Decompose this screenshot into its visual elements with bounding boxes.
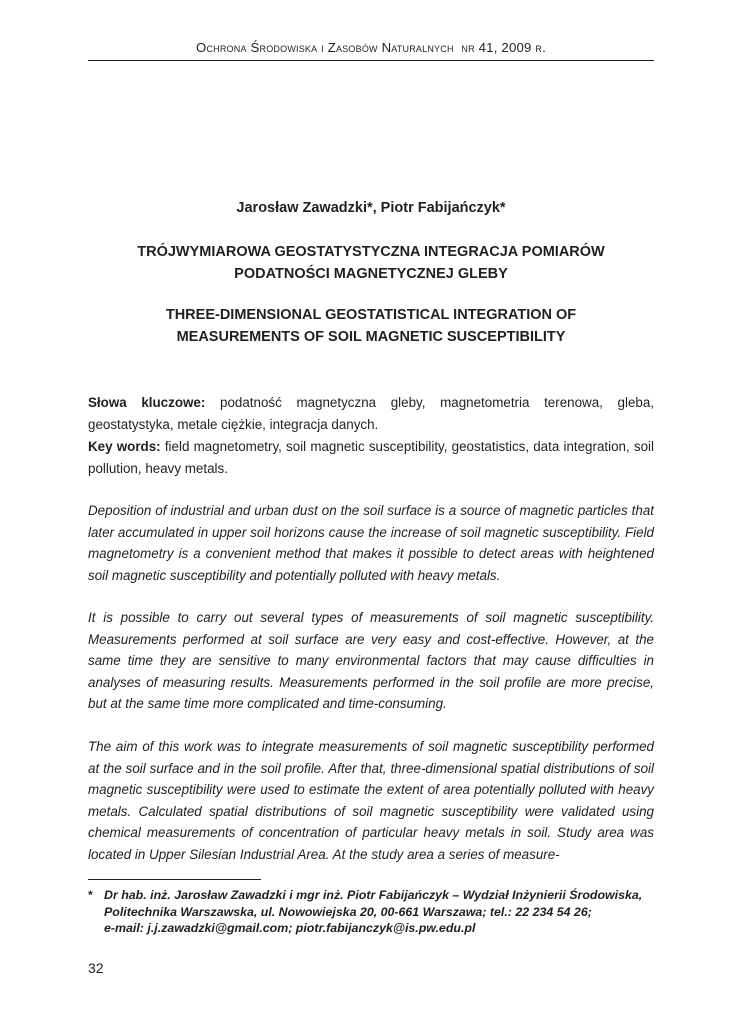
keywords-polish bbox=[88, 392, 654, 436]
running-header bbox=[88, 40, 654, 61]
footnote-line-1: Dr hab. inż. Jarosław Zawadzki i mgr inż. Piotr Fabijańczyk – Wydział Inżynierii Środowiska, bbox=[104, 888, 643, 902]
footnote-line-2: Politechnika Warszawska, ul. Nowowiejska 20, 00-661 Warszawa; tel.: 22 234 54 26; bbox=[104, 904, 592, 919]
title-polish-line1: TRÓJWYMIAROWA GEOSTATYSTYCZNA INTEGRACJA POMIARÓW bbox=[137, 244, 605, 260]
keywords-section bbox=[88, 392, 654, 480]
title-polish bbox=[88, 241, 654, 285]
keywords-polish-text: podatność magnetyczna gleby, magnetometria terenowa, gleba, geostatystyka, metale ciężkie, integracja danych. bbox=[88, 395, 655, 432]
keywords-english bbox=[88, 436, 654, 480]
footnote-divider bbox=[88, 879, 261, 880]
journal-title: Ochrona Środowiska i Zasobów Naturalnych nr 41, 2009 r. bbox=[196, 40, 546, 55]
abstract-paragraph-2: It is possible to carry out several types of measurements of soil magnetic susceptibility. Measurements performed at soil surface are very easy and cost-effective. However, at the same time they are sensitive to many environmental factors that may cause difficulties in analyses of measuring results. Measurements performed in the soil profile are more precise, but at the same time more complicated and time-consuming. bbox=[88, 610, 654, 712]
authors: Jarosław Zawadzki*, Piotr Fabijańczyk* bbox=[236, 200, 506, 216]
abstract-paragraph-3: The aim of this work was to integrate measurements of soil magnetic susceptibility performed at the soil surface and in the soil profile. After that, three-dimensional spatial distributions of soil magnetic susceptibility were used to estimate the extent of area potentially polluted with heavy metals. Calculated spatial distributions of soil magnetic susceptibility were validated using chemical measurements of concentration of particular heavy metals in soil. Study area was located in Upper Silesian Industrial Area. At the study area a series of measure- bbox=[88, 739, 654, 862]
footnote-mark: * bbox=[88, 888, 93, 902]
footnote-line-3: e-mail: j.j.zawadzki@gmail.com; piotr.fabijanczyk@is.pw.edu.pl bbox=[104, 921, 476, 935]
keywords-polish-label: Słowa kluczowe: bbox=[88, 395, 206, 410]
footnote-text bbox=[104, 887, 658, 937]
title-english-line1: THREE-DIMENSIONAL GEOSTATISTICAL INTEGRATION OF bbox=[165, 307, 577, 323]
abstract-paragraph-1: Deposition of industrial and urban dust on the soil surface is a source of magnetic particles that later accumulated in upper soil horizons cause the increase of soil magnetic susceptibility. Field magnetometry is a convenient method that makes it possible to detect areas with heightened soil magnetic susceptibility and potentially polluted with heavy metals. bbox=[88, 503, 654, 583]
title-english-line2: MEASUREMENTS OF SOIL MAGNETIC SUSCEPTIBILITY bbox=[176, 329, 566, 345]
title-polish-line2: PODATNOŚCI MAGNETYCZNEJ GLEBY bbox=[234, 266, 508, 282]
keywords-english-text: field magnetometry, soil magnetic susceptibility, geostatistics, data integration, soil pollution, heavy metals. bbox=[88, 439, 654, 476]
title-english bbox=[88, 304, 654, 348]
page-number: 32 bbox=[88, 960, 104, 976]
keywords-english-label: Key words: bbox=[88, 439, 161, 454]
footnote bbox=[88, 887, 658, 937]
